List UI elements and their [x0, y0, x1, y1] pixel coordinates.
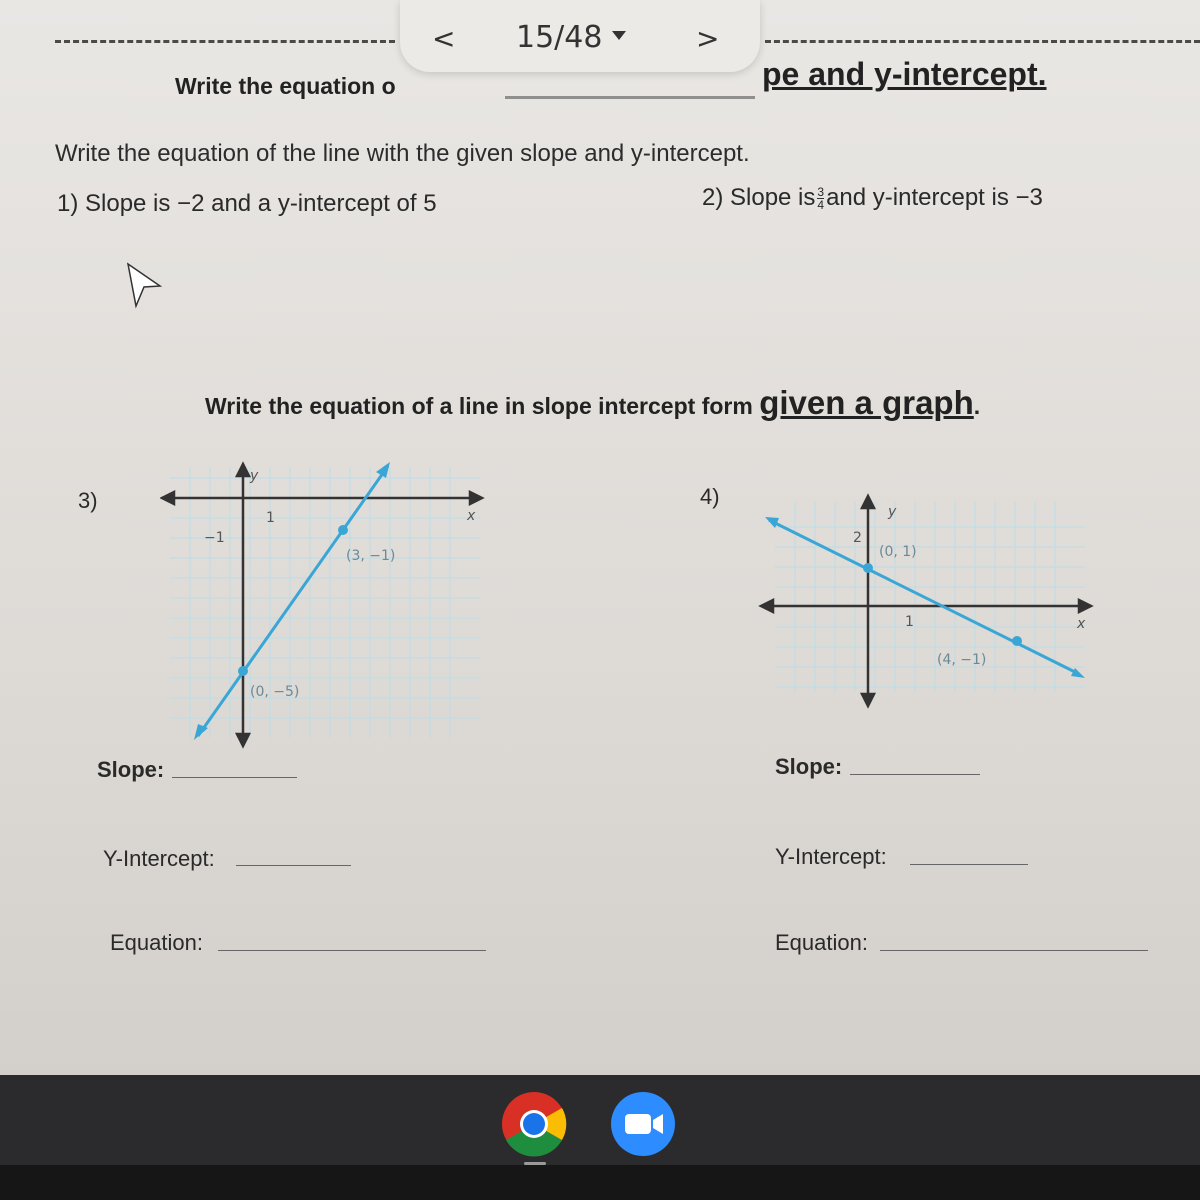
graph-3-x-label: x: [467, 508, 476, 524]
graph-3-equation-label: Equation:: [110, 930, 203, 955]
graph-4-point-b: [1012, 636, 1022, 646]
page-navigator: [400, 0, 760, 72]
graph-3-tick-y: −1: [204, 530, 225, 546]
taskbar-bottom-strip: [0, 1165, 1200, 1200]
top-heading-right: pe and y-intercept.: [762, 56, 1047, 92]
graph-3-grid: [170, 468, 480, 738]
graph-3-point-b: [238, 666, 248, 676]
problem-1: 1) Slope is −2 and a y-intercept of 5: [57, 190, 437, 217]
chrome-icon[interactable]: [500, 1090, 568, 1158]
graph-3-slope-label: Slope:: [97, 757, 165, 782]
problem-3-number: 3): [78, 488, 98, 513]
section-2-heading: Write the equation of a line in slope intercept form given a graph.: [205, 384, 981, 421]
graph-3: [160, 458, 490, 758]
divider-left: [55, 40, 395, 43]
graph-3-intercept-field[interactable]: [236, 865, 351, 866]
graph-4-grid: [775, 502, 1085, 692]
graph-4-point-a: [863, 563, 873, 573]
mouse-cursor-icon: [124, 262, 164, 310]
graph-4: [755, 492, 1095, 718]
problem-2-suffix: and y-intercept is −3: [826, 184, 1043, 211]
graph-3-intercept-label: Y-Intercept:: [103, 846, 215, 871]
graph-4-slope-field[interactable]: [850, 774, 980, 775]
graph-4-point-b-label: (4, −1): [937, 652, 987, 668]
graph-3-point-b-label: (0, −5): [250, 684, 300, 700]
graph-3-point-a-label: (3, −1): [346, 548, 396, 564]
obscured-heading-text: [505, 82, 755, 99]
next-page-button[interactable]: >: [696, 22, 720, 55]
graph-4-y-label: y: [888, 504, 897, 520]
problem-4-number: 4): [700, 484, 720, 509]
graph-4-tick-x: 1: [905, 614, 914, 630]
previous-page-button[interactable]: <: [432, 22, 456, 55]
graph-3-slope-field[interactable]: [172, 777, 297, 778]
graph-4-intercept-field[interactable]: [910, 864, 1028, 865]
graph-4-point-a-label: (0, 1): [879, 544, 917, 560]
graph-3-equation-field[interactable]: [218, 950, 486, 951]
graph-3-point-a: [338, 525, 348, 535]
problem-2-prefix: 2) Slope is: [702, 184, 816, 211]
graph-4-tick-y: 2: [853, 530, 862, 546]
taskbar: [0, 1075, 1200, 1200]
graph-3-tick-x: 1: [266, 510, 275, 526]
top-heading-left: Write the equation o: [175, 73, 396, 99]
divider-right: [765, 40, 1200, 43]
graph-4-x-label: x: [1077, 616, 1086, 632]
graph-4-intercept-label: Y-Intercept:: [775, 844, 887, 869]
graph-4-slope-label: Slope:: [775, 754, 843, 779]
problem-2: [702, 184, 1043, 212]
graph-3-y-label: y: [250, 468, 259, 484]
video-meeting-icon[interactable]: [609, 1090, 677, 1158]
chrome-active-indicator: [524, 1162, 546, 1165]
page-indicator[interactable]: 15/48: [516, 20, 603, 55]
caret-down-icon[interactable]: [612, 31, 626, 40]
graph-4-equation-field[interactable]: [880, 950, 1148, 951]
fraction-three-quarters: $\frac{3}{4}$: [817, 185, 825, 213]
instructions: Write the equation of the line with the given slope and y-intercept.: [55, 140, 750, 167]
graph-4-equation-label: Equation:: [775, 930, 868, 955]
